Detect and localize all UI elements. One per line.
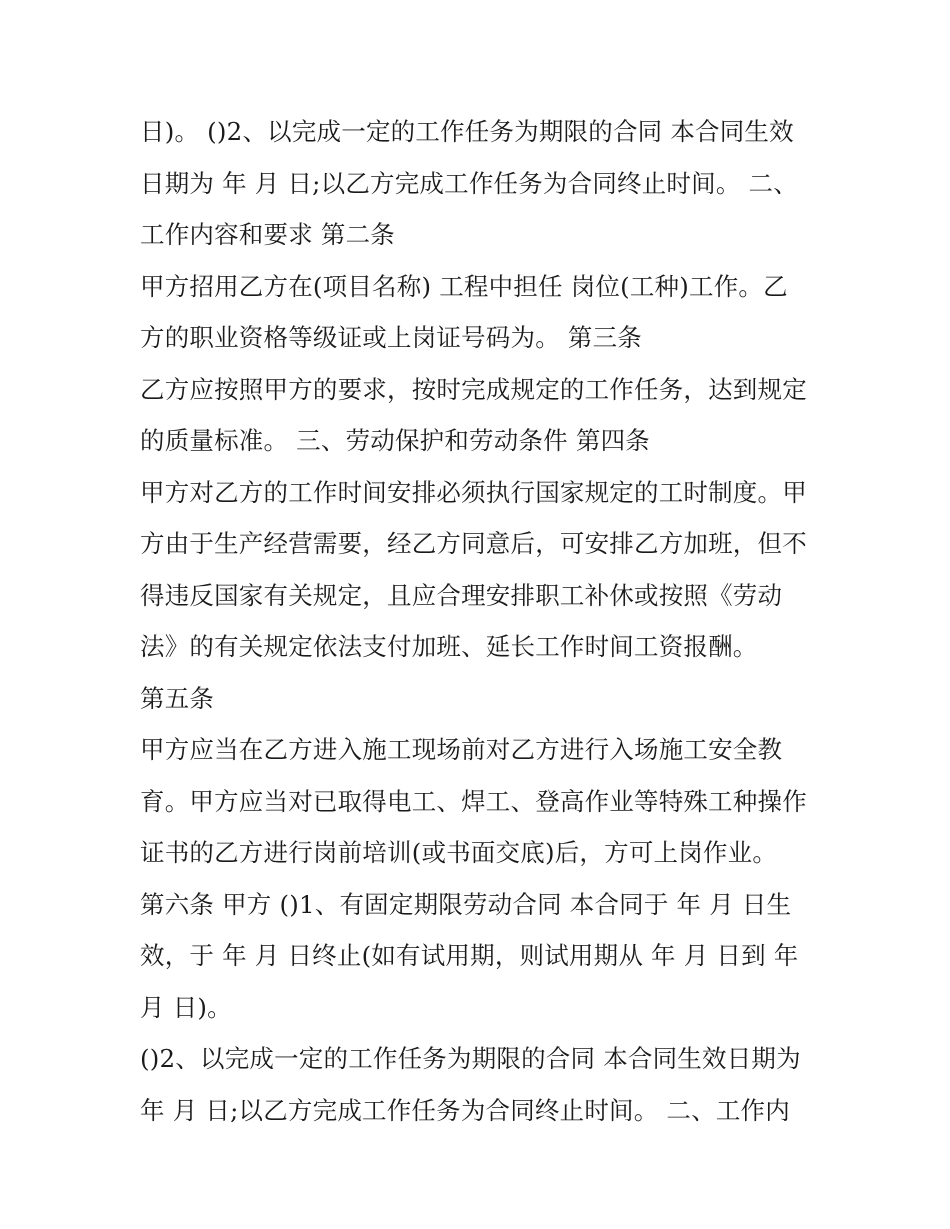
text-line: 效，于 年 月 日终止(如有试用期，则试用期从 年 月 日到 年: [140, 941, 799, 970]
text-line: 第五条: [140, 683, 215, 713]
text-line: 月 日)。: [140, 992, 232, 1022]
text-line: 证书的乙方进行岗前培训(或书面交底)后，方可上岗作业。: [140, 838, 778, 867]
text-line: 年 月 日;以乙方完成工作任务为合同终止时间。 二、工作内: [140, 1095, 790, 1125]
text-line: ()2、以完成一定的工作任务为期限的合同 本合同生效日期为: [140, 1044, 801, 1073]
document-body: [140, 106, 830, 1136]
text-line: 乙方应按照甲方的要求，按时完成规定的工作任务，达到规定: [140, 374, 807, 404]
text-line: 方由于生产经营需要，经乙方同意后，可安排乙方加班，但不: [140, 529, 807, 558]
text-line: 甲方招用乙方在(项目名称) 工程中担任 岗位(工种)工作。乙: [140, 271, 788, 301]
text-line: 方的职业资格等级证或上岗证号码为。 第三条: [140, 323, 642, 352]
text-line: 育。甲方应当对已取得电工、焊工、登高作业等特殊工种操作: [140, 786, 807, 816]
text-line: 的质量标准。 三、劳动保护和劳动条件 第四条: [140, 426, 650, 455]
text-line: 甲方对乙方的工作时间安排必须执行国家规定的工时制度。甲: [140, 477, 807, 507]
text-line: 甲方应当在乙方进入施工现场前对乙方进行入场施工安全教: [140, 735, 783, 764]
text-line: 日)。 ()2、以完成一定的工作任务为期限的合同 本合同生效: [140, 117, 794, 146]
text-line: 得违反国家有关规定，且应合理安排职工补休或按照《劳动: [140, 580, 783, 610]
text-line: 工作内容和要求 第二条: [140, 220, 395, 249]
text-line: 法》的有关规定依法支付加班、延长工作时间工资报酬。: [140, 632, 758, 661]
text-line: 日期为 年 月 日;以乙方完成工作任务为合同终止时间。 二、: [140, 168, 798, 198]
text-line: 第六条 甲方 ()1、有固定期限劳动合同 本合同于 年 月 日生: [140, 889, 792, 919]
